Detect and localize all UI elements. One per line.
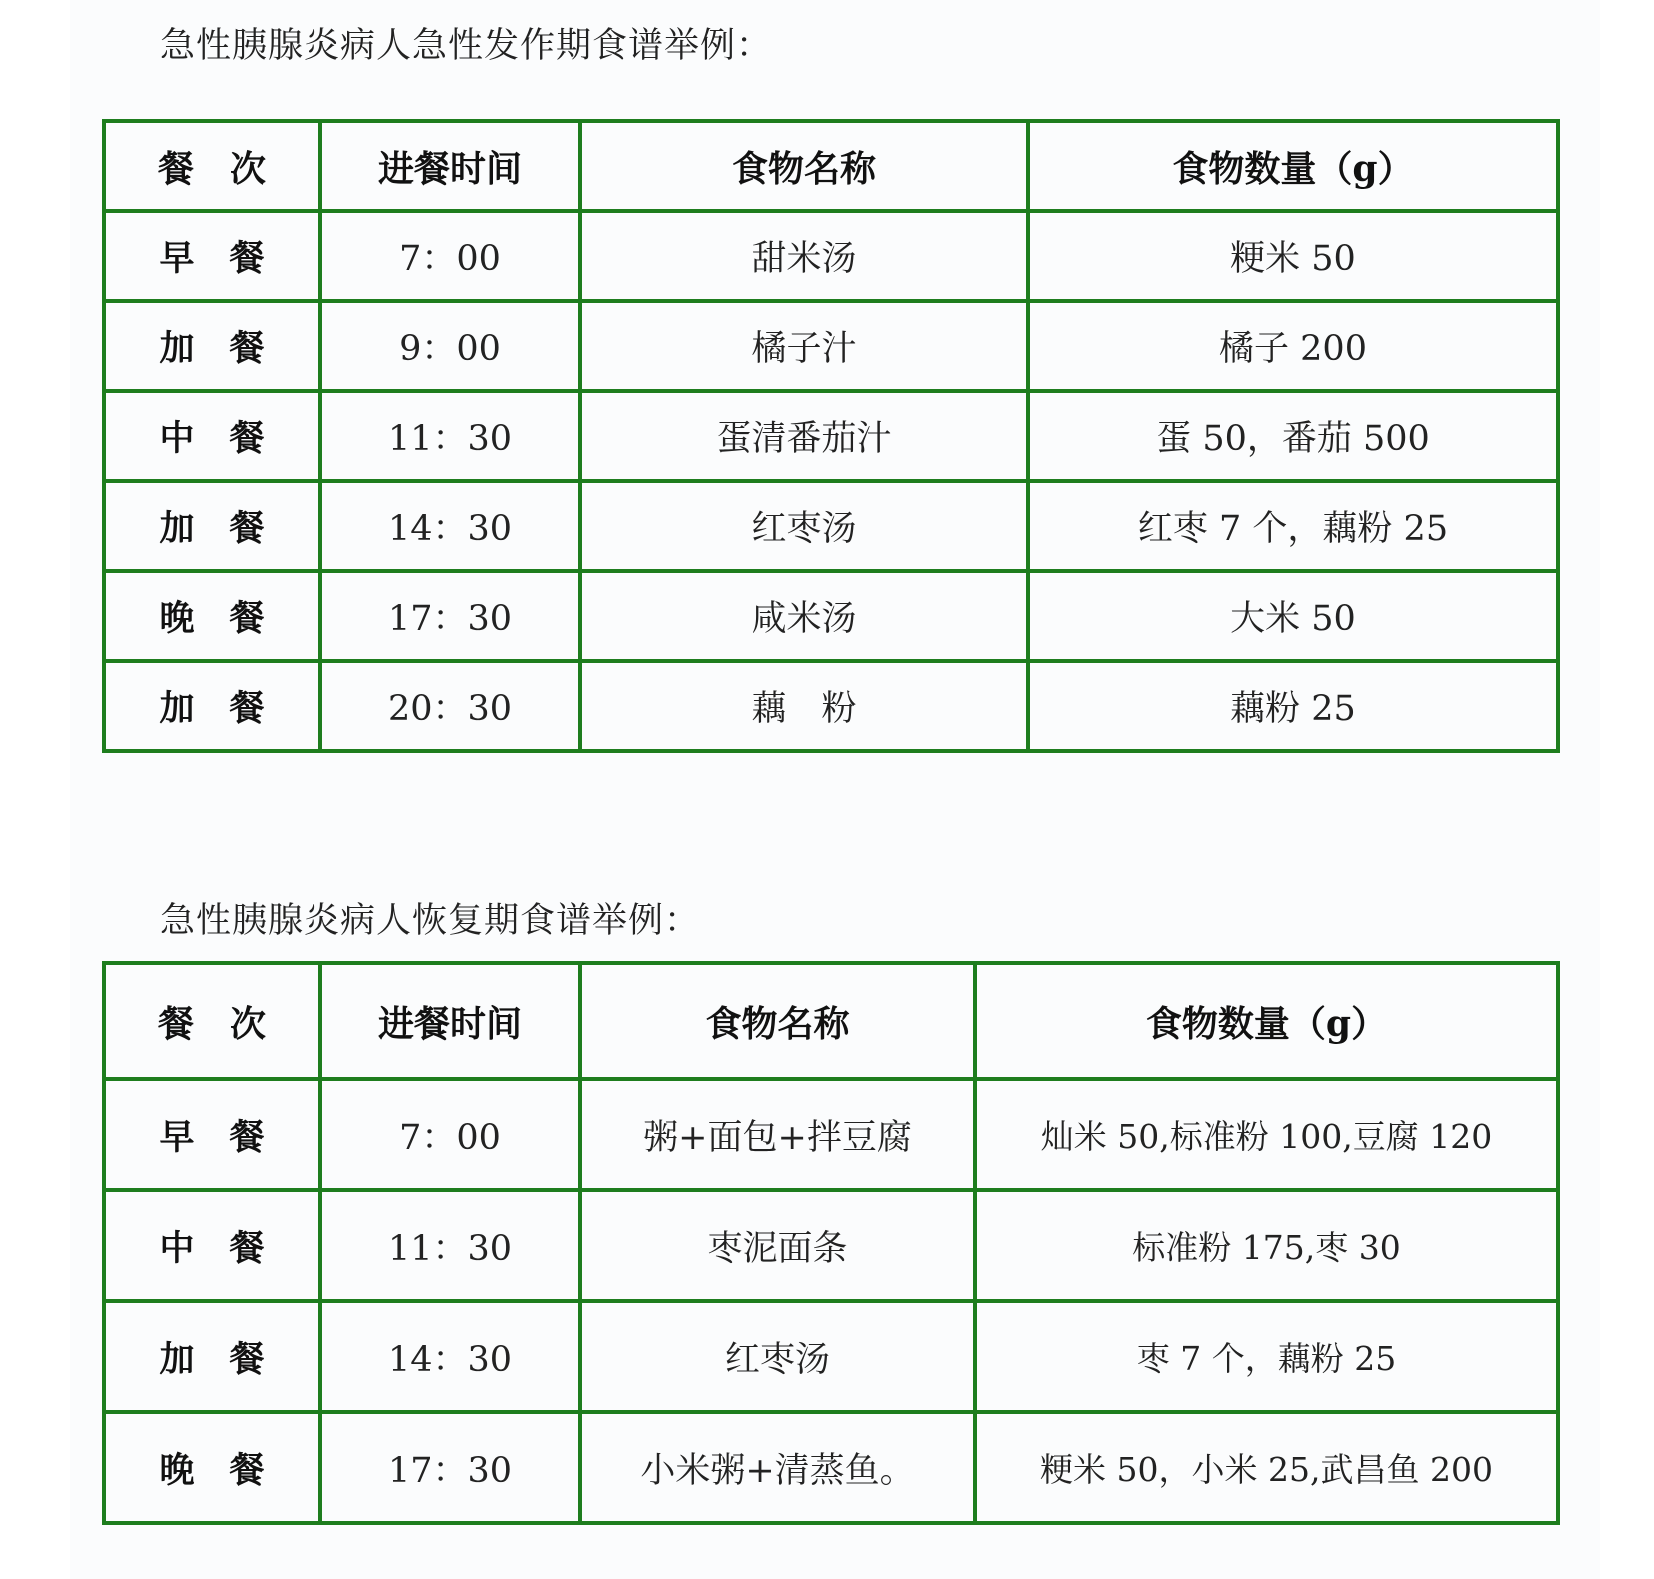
quantity-cell: 灿米 50,标准粉 100,豆腐 120 [975, 1079, 1558, 1190]
quantity-cell: 标准粉 175,枣 30 [975, 1190, 1558, 1301]
table-header-row [104, 963, 1558, 1079]
quantity-cell: 粳米 50 [1028, 211, 1558, 301]
time-cell: 14：30 [320, 481, 580, 571]
quantity-cell: 枣 7 个，藕粉 25 [975, 1301, 1558, 1412]
header-meal: 餐 次 [104, 963, 320, 1079]
time-cell: 17：30 [320, 1412, 580, 1523]
table-row [104, 1412, 1558, 1523]
table-row [104, 571, 1558, 661]
menu-table-recovery [102, 961, 1560, 1525]
time-cell: 17：30 [320, 571, 580, 661]
header-food: 食物名称 [580, 121, 1028, 211]
food-cell: 红枣汤 [580, 481, 1028, 571]
meal-cell: 加 餐 [104, 1301, 320, 1412]
meal-cell: 加 餐 [104, 301, 320, 391]
time-cell: 9：00 [320, 301, 580, 391]
header-time: 进餐时间 [320, 963, 580, 1079]
food-cell: 咸米汤 [580, 571, 1028, 661]
table-row [104, 1190, 1558, 1301]
meal-cell: 中 餐 [104, 1190, 320, 1301]
meal-cell: 早 餐 [104, 211, 320, 301]
food-cell: 甜米汤 [580, 211, 1028, 301]
table-row [104, 391, 1558, 481]
meal-cell: 加 餐 [104, 661, 320, 751]
header-time: 进餐时间 [320, 121, 580, 211]
quantity-cell: 藕粉 25 [1028, 661, 1558, 751]
table-row [104, 1301, 1558, 1412]
header-meal: 餐 次 [104, 121, 320, 211]
table-row [104, 481, 1558, 571]
meal-cell: 晚 餐 [104, 571, 320, 661]
time-cell: 14：30 [320, 1301, 580, 1412]
meal-cell: 早 餐 [104, 1079, 320, 1190]
food-cell: 蛋清番茄汁 [580, 391, 1028, 481]
meal-cell: 加 餐 [104, 481, 320, 571]
quantity-cell: 粳米 50，小米 25,武昌鱼 200 [975, 1412, 1558, 1523]
table-row [104, 661, 1558, 751]
section-title-recovery: 急性胰腺炎病人恢复期食谱举例： [160, 901, 701, 941]
meal-cell: 中 餐 [104, 391, 320, 481]
time-cell: 7：00 [320, 211, 580, 301]
table-header-row [104, 121, 1558, 211]
quantity-cell: 大米 50 [1028, 571, 1558, 661]
section-title-acute: 急性胰腺炎病人急性发作期食谱举例： [160, 26, 773, 66]
food-cell: 橘子汁 [580, 301, 1028, 391]
food-cell: 小米粥+清蒸鱼。 [580, 1412, 975, 1523]
food-cell: 红枣汤 [580, 1301, 975, 1412]
quantity-cell: 橘子 200 [1028, 301, 1558, 391]
table-row [104, 211, 1558, 301]
time-cell: 20：30 [320, 661, 580, 751]
meal-cell: 晚 餐 [104, 1412, 320, 1523]
time-cell: 7：00 [320, 1079, 580, 1190]
header-quantity: 食物数量（g） [975, 963, 1558, 1079]
header-quantity: 食物数量（g） [1028, 121, 1558, 211]
table-row [104, 301, 1558, 391]
quantity-cell: 蛋 50，番茄 500 [1028, 391, 1558, 481]
menu-table-acute [102, 119, 1560, 753]
food-cell: 粥+面包+拌豆腐 [580, 1079, 975, 1190]
food-cell: 枣泥面条 [580, 1190, 975, 1301]
table-row [104, 1079, 1558, 1190]
time-cell: 11：30 [320, 391, 580, 481]
time-cell: 11：30 [320, 1190, 580, 1301]
food-cell: 藕 粉 [580, 661, 1028, 751]
quantity-cell: 红枣 7 个，藕粉 25 [1028, 481, 1558, 571]
header-food: 食物名称 [580, 963, 975, 1079]
